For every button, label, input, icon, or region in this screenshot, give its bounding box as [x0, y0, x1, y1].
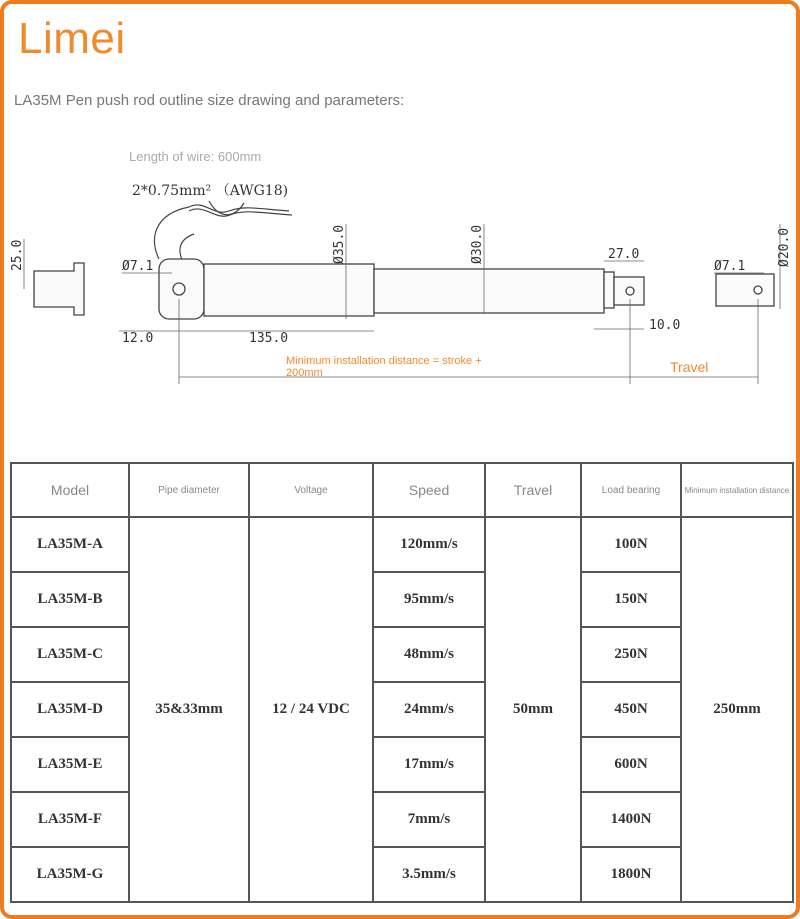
load-cell: 150N	[581, 572, 681, 627]
header-min-install: Minimum installation distance	[681, 463, 793, 517]
load-cell: 450N	[581, 682, 681, 737]
wire-length-label: Length of wire: 600mm	[129, 149, 262, 164]
model-cell: LA35M-E	[11, 737, 129, 792]
travel-cell: 50mm	[485, 517, 581, 902]
table-row	[11, 572, 793, 627]
dim-hole-left: Ø7.1	[122, 259, 154, 274]
actuator-body	[159, 259, 644, 319]
load-cell: 250N	[581, 627, 681, 682]
dim-27: 27.0	[608, 247, 640, 262]
header-travel: Travel	[485, 463, 581, 517]
min-install-cell: 250mm	[681, 517, 793, 902]
wire-icon	[154, 201, 292, 264]
brand-logo: Limei	[18, 14, 126, 63]
dim-25: 25.0	[10, 239, 25, 271]
header-voltage: Voltage	[249, 463, 373, 517]
dim-10: 10.0	[649, 318, 681, 333]
load-cell: 1400N	[581, 792, 681, 847]
table-row	[11, 737, 793, 792]
table-row	[11, 517, 793, 572]
model-cell: LA35M-C	[11, 627, 129, 682]
load-cell: 1800N	[581, 847, 681, 902]
page-subtitle: LA35M Pen push rod outline size drawing and parameters:	[14, 92, 405, 109]
dim-hole-right: Ø7.1	[714, 259, 746, 274]
speed-cell: 17mm/s	[373, 737, 485, 792]
pipe-cell: 35&33mm	[129, 517, 249, 902]
speed-cell: 120mm/s	[373, 517, 485, 572]
outline-drawing	[4, 139, 796, 389]
model-cell: LA35M-G	[11, 847, 129, 902]
header-pipe: Pipe diameter	[129, 463, 249, 517]
voltage-cell: 12 / 24 VDC	[249, 517, 373, 902]
speed-cell: 95mm/s	[373, 572, 485, 627]
load-cell: 100N	[581, 517, 681, 572]
header-model: Model	[11, 463, 129, 517]
min-install-note-2: 200mm	[286, 367, 323, 379]
dim-diameter-20: Ø20.0	[777, 227, 792, 267]
dim-diameter-35: Ø35.0	[332, 224, 347, 264]
rod-end-right	[716, 274, 774, 306]
header-load: Load bearing	[581, 463, 681, 517]
dim-135: 135.0	[249, 331, 289, 346]
end-cap-left	[34, 263, 84, 315]
speed-cell: 3.5mm/s	[373, 847, 485, 902]
model-cell: LA35M-A	[11, 517, 129, 572]
wire-spec-label: 2*0.75mm² （AWG18)	[132, 183, 289, 199]
dim-12: 12.0	[122, 331, 154, 346]
speed-cell: 48mm/s	[373, 627, 485, 682]
min-install-note-1: Minimum installation distance = stroke +	[286, 355, 482, 367]
table-row	[11, 627, 793, 682]
speed-cell: 24mm/s	[373, 682, 485, 737]
model-cell: LA35M-F	[11, 792, 129, 847]
table-row	[11, 792, 793, 847]
table-row	[11, 847, 793, 902]
header-speed: Speed	[373, 463, 485, 517]
travel-label: Travel	[670, 359, 709, 375]
model-cell: LA35M-D	[11, 682, 129, 737]
model-cell: LA35M-B	[11, 572, 129, 627]
table-row	[11, 682, 793, 737]
speed-cell: 7mm/s	[373, 792, 485, 847]
load-cell: 600N	[581, 737, 681, 792]
dim-diameter-30: Ø30.0	[470, 224, 485, 264]
spec-table	[10, 462, 794, 903]
table-header-row	[11, 463, 793, 517]
